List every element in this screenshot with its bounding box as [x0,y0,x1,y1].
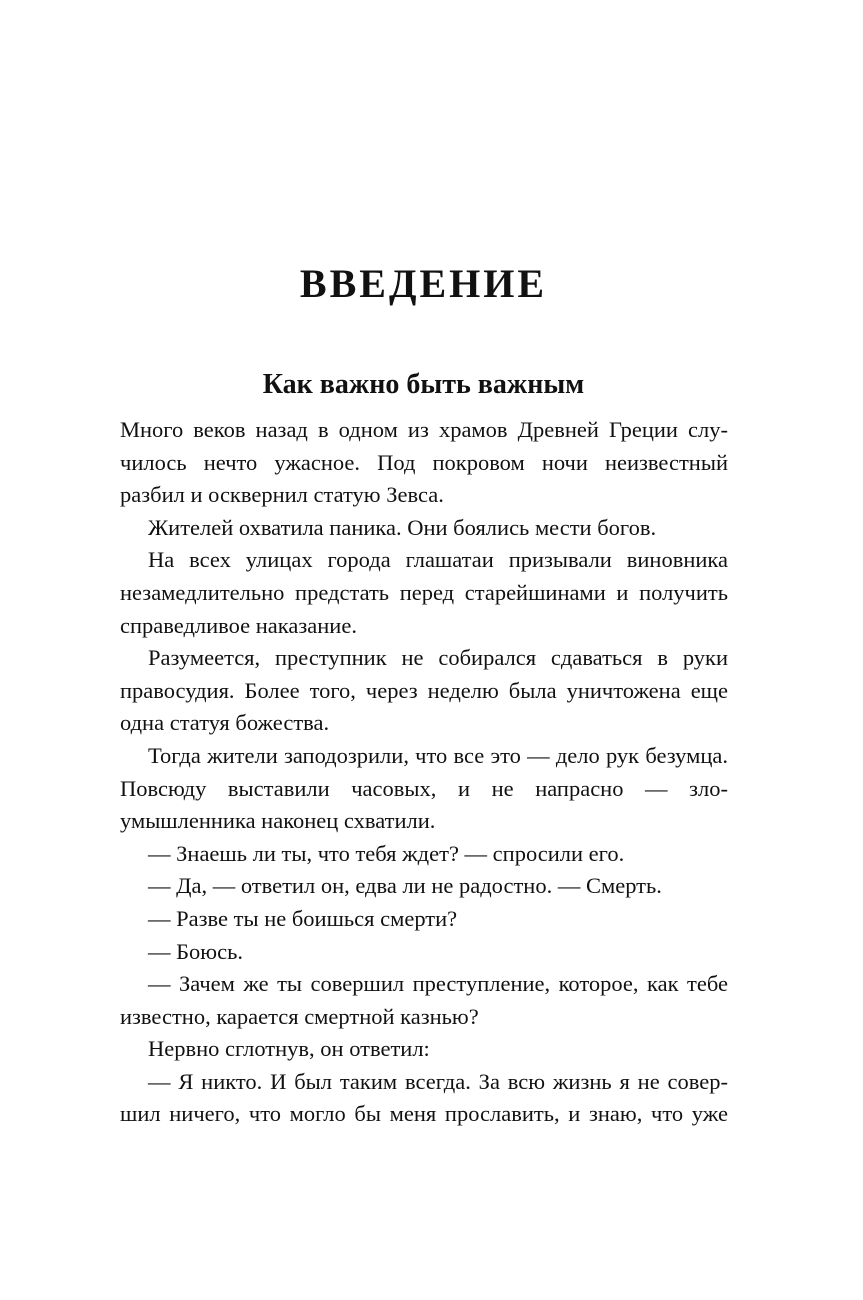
paragraph: Много веков назад в одном из храмов Древней Греции случилось нечто ужасное. Под покровом ночи неизвестный разбил и осквернил статую Зевса. [120,417,728,508]
dialogue-line: — Знаешь ли ты, что тебя ждет? — спросили его. [148,840,625,866]
section-title: Как важно быть важным [262,369,585,400]
chapter-title: ВВЕДЕНИЕ [299,261,548,306]
paragraph: На всех улицах города глашатаи призывали виновника незамедлительно предстать перед старейшинами и получить справедливое наказание. [120,547,728,638]
dialogue-line: — Боюсь. [148,938,243,964]
paragraph: Тогда жители заподозрили, что все это — дело рук безумца. Повсюду выставили часовых, и не напрасно — злоумышленника наконец схватили. [120,742,728,834]
dialogue-line: — Разве ты не боишься смерти? [148,905,458,931]
dialogue-line: — Зачем же ты совершил преступление, которое, как тебе известно, карается смертной казнью? [120,971,728,1029]
dialogue-line: — Я никто. И был таким всегда. За всю жизнь я не совершил ничего, что могло бы меня прославить, и знаю, что уже [120,1068,728,1127]
paragraph: Нервно сглотнув, он ответил: [148,1036,430,1062]
paragraph: Разумеется, преступник не собирался сдаваться в руки правосудия. Более того, через неделю была уничтожена еще одна статуя божества. [120,645,728,736]
paragraph: Жителей охватила паника. Они боялись мести богов. [148,514,657,540]
body-text [120,414,728,1131]
dialogue-line: — Да, — ответил он, едва ли не радостно. — Смерть. [148,873,662,899]
